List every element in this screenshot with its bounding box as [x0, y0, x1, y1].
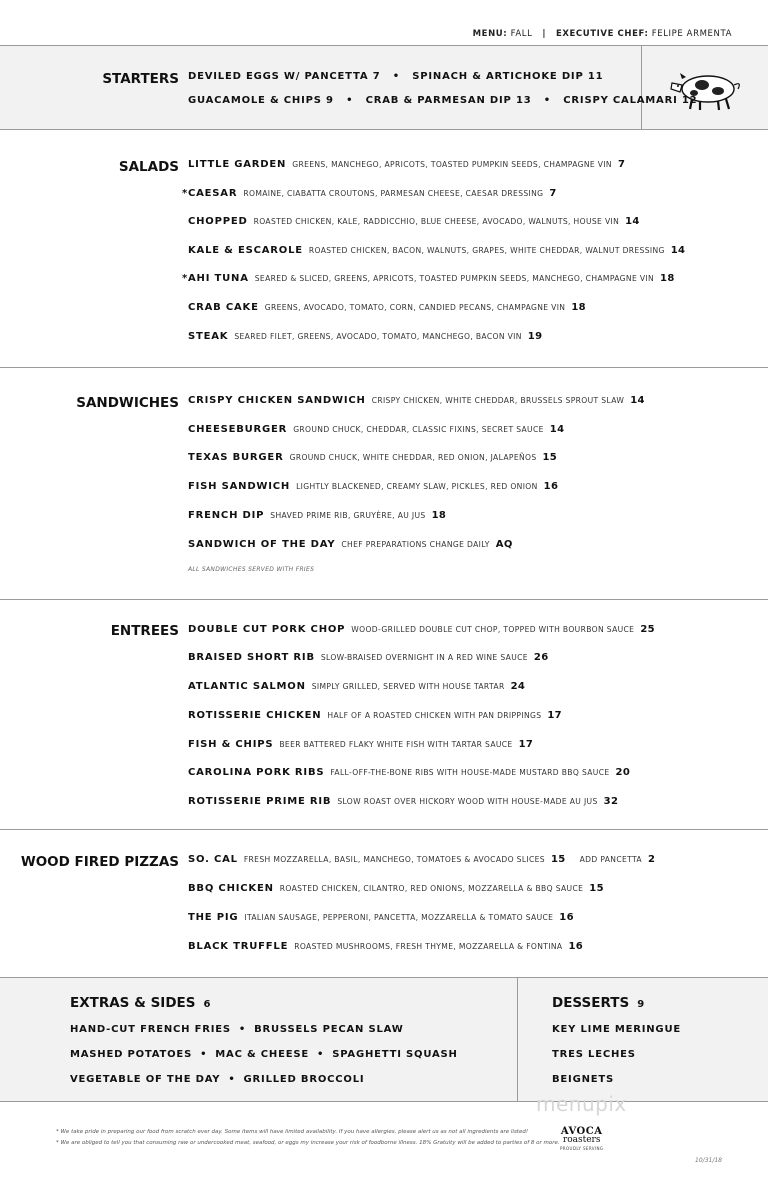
menu-item: CHEESEBURGER GROUND CHUCK, CHEDDAR, CLASSIC FIXINS, SECRET SAUCE 14 — [188, 424, 565, 435]
menu-item: * CAESAR ROMAINE, CIABATTA CROUTONS, PARMESAN CHEESE, CAESAR DRESSING 7 — [182, 188, 557, 199]
menu-item: SANDWICH OF THE DAY CHEF PREPARATIONS CHANGE DAILY AQ — [188, 539, 513, 550]
starter-item: DEVILED EGGS W/ PANCETTA 7 — [188, 71, 381, 82]
section-title-starters: STARTERS — [102, 71, 179, 87]
section-title-pizzas: WOOD FIRED PIZZAS — [20, 854, 179, 870]
menu-item: BBQ CHICKEN ROASTED CHICKEN, CILANTRO, RED ONIONS, MOZZARELLA & BBQ SAUCE 15 — [188, 883, 604, 894]
menu-item: LITTLE GARDEN GREENS, MANCHEGO, APRICOTS, TOASTED PUMPKIN SEEDS, CHAMPAGNE VIN 7 — [188, 159, 626, 170]
section-title-desserts: DESSERTS 9 — [552, 995, 645, 1011]
menu-item: FRENCH DIP SHAVED PRIME RIB, GRUYÈRE, AU JUS 18 — [188, 510, 447, 521]
starter-item: GUACAMOLE & CHIPS 9 — [188, 95, 334, 106]
menu-item: BRAISED SHORT RIB SLOW-BRAISED OVERNIGHT IN A RED WINE SAUCE 26 — [188, 652, 549, 663]
sandwich-note: ALL SANDWICHES SERVED WITH FRIES — [188, 566, 315, 573]
menu-item: ROTISSERIE PRIME RIB SLOW ROAST OVER HICKORY WOOD WITH HOUSE-MADE AU JUS 32 — [188, 796, 619, 807]
menu-item: KALE & ESCAROLE ROASTED CHICKEN, BACON, WALNUTS, GRAPES, WHITE CHEDDAR, WALNUT DRESSING 14 — [188, 245, 686, 256]
starters-line-2: GUACAMOLE & CHIPS 9 • CRAB & PARMESAN DIP 13 • CRISPY CALAMARI 12 — [188, 95, 698, 106]
dessert-item: KEY LIME MERINGUE — [552, 1024, 681, 1035]
menu-item: BLACK TRUFFLE ROASTED MUSHROOMS, FRESH THYME, MOZZARELLA & FONTINA 16 — [188, 941, 584, 952]
extras-line-3: VEGETABLE OF THE DAY • GRILLED BROCCOLI — [70, 1074, 365, 1085]
divider — [0, 367, 768, 368]
section-title-entrees: ENTREES — [110, 623, 179, 639]
avoca-roasters-logo: AVOCA roasters PROUDLY SERVING — [560, 1126, 604, 1151]
menu-item: CHOPPED ROASTED CHICKEN, KALE, RADDICCHIO, BLUE CHEESE, AVOCADO, WALNUTS, HOUSE VIN 14 — [188, 216, 640, 227]
divider — [0, 129, 768, 130]
divider — [0, 829, 768, 830]
section-title-extras: EXTRAS & SIDES 6 — [70, 995, 211, 1011]
footer-disclaimer-1: * We take pride in preparing our food from scratch ever day. Some items will have limited availability. If you have allergies, please alert us as not all ingredients are listed! — [56, 1129, 529, 1135]
starters-line-1: DEVILED EGGS W/ PANCETTA 7 • SPINACH & ARTICHOKE DIP 11 — [188, 71, 604, 82]
menu-header-line: MENU: FALL | EXECUTIVE CHEF: FELIPE ARMENTA — [472, 29, 732, 39]
menu-item: DOUBLE CUT PORK CHOP WOOD-GRILLED DOUBLE CUT CHOP, TOPPED WITH BOURBON SAUCE 25 — [188, 624, 655, 635]
divider — [0, 599, 768, 600]
watermark: menupix — [536, 1092, 627, 1116]
starter-item: CRAB & PARMESAN DIP 13 — [365, 95, 532, 106]
menu-item: STEAK SEARED FILET, GREENS, AVOCADO, TOMATO, MANCHEGO, BACON VIN 19 — [188, 331, 543, 342]
menu-item: SO. CAL FRESH MOZZARELLA, BASIL, MANCHEGO, TOMATOES & AVOCADO SLICES 15 ADD PANCETTA 2 — [188, 854, 656, 865]
dessert-item: BEIGNETS — [552, 1074, 615, 1085]
pig-icon — [668, 65, 748, 115]
menu-item: ROTISSERIE CHICKEN HALF OF A ROASTED CHICKEN WITH PAN DRIPPINGS 17 — [188, 710, 562, 721]
menu-item: * AHI TUNA SEARED & SLICED, GREENS, APRICOTS, TOASTED PUMPKIN SEEDS, MANCHEGO, CHAMPAGNE VIN 18 — [182, 273, 675, 284]
menu-item: TEXAS BURGER GROUND CHUCK, WHITE CHEDDAR, RED ONION, JALAPEÑOS 15 — [188, 452, 558, 463]
menu-item: FISH & CHIPS BEER BATTERED FLAKY WHITE FISH WITH TARTAR SAUCE 17 — [188, 739, 534, 750]
menu-item: ATLANTIC SALMON SIMPLY GRILLED, SERVED WITH HOUSE TARTAR 24 — [188, 681, 526, 692]
divider — [0, 977, 768, 978]
menu-item: THE PIG ITALIAN SAUSAGE, PEPPERONI, PANCETTA, MOZZARELLA & TOMATO SAUCE 16 — [188, 912, 574, 923]
starter-item: CRISPY CALAMARI 12 — [563, 95, 698, 106]
print-date: 10/31/18 — [695, 1157, 722, 1164]
section-title-salads: SALADS — [118, 159, 179, 175]
divider — [0, 1101, 768, 1102]
dessert-item: TRES LECHES — [552, 1049, 636, 1060]
menu-item: CRAB CAKE GREENS, AVOCADO, TOMATO, CORN, CANDIED PECANS, CHAMPAGNE VIN 18 — [188, 302, 586, 313]
footer-disclaimer-2: * We are obliged to tell you that consuming raw or undercooked meat, seafood, or eggs my increase your risk of foodborne illness. 18% Gratuity will be added to parties of 8 or more. — [56, 1140, 560, 1146]
pig-logo-box — [641, 45, 768, 129]
menu-item: CRISPY CHICKEN SANDWICH CRISPY CHICKEN, WHITE CHEDDAR, BRUSSELS SPROUT SLAW 14 — [188, 395, 645, 406]
extras-line-2: MASHED POTATOES • MAC & CHEESE • SPAGHETTI SQUASH — [70, 1049, 458, 1060]
menu-item: CAROLINA PORK RIBS FALL-OFF-THE-BONE RIBS WITH HOUSE-MADE MUSTARD BBQ SAUCE 20 — [188, 767, 631, 778]
menu-item: FISH SANDWICH LIGHTLY BLACKENED, CREAMY SLAW, PICKLES, RED ONION 16 — [188, 481, 559, 492]
vertical-divider — [517, 977, 518, 1101]
starter-item: SPINACH & ARTICHOKE DIP 11 — [412, 71, 604, 82]
section-title-sandwiches: SANDWICHES — [76, 395, 179, 411]
extras-line-1: HAND-CUT FRENCH FRIES • BRUSSELS PECAN SLAW — [70, 1024, 404, 1035]
